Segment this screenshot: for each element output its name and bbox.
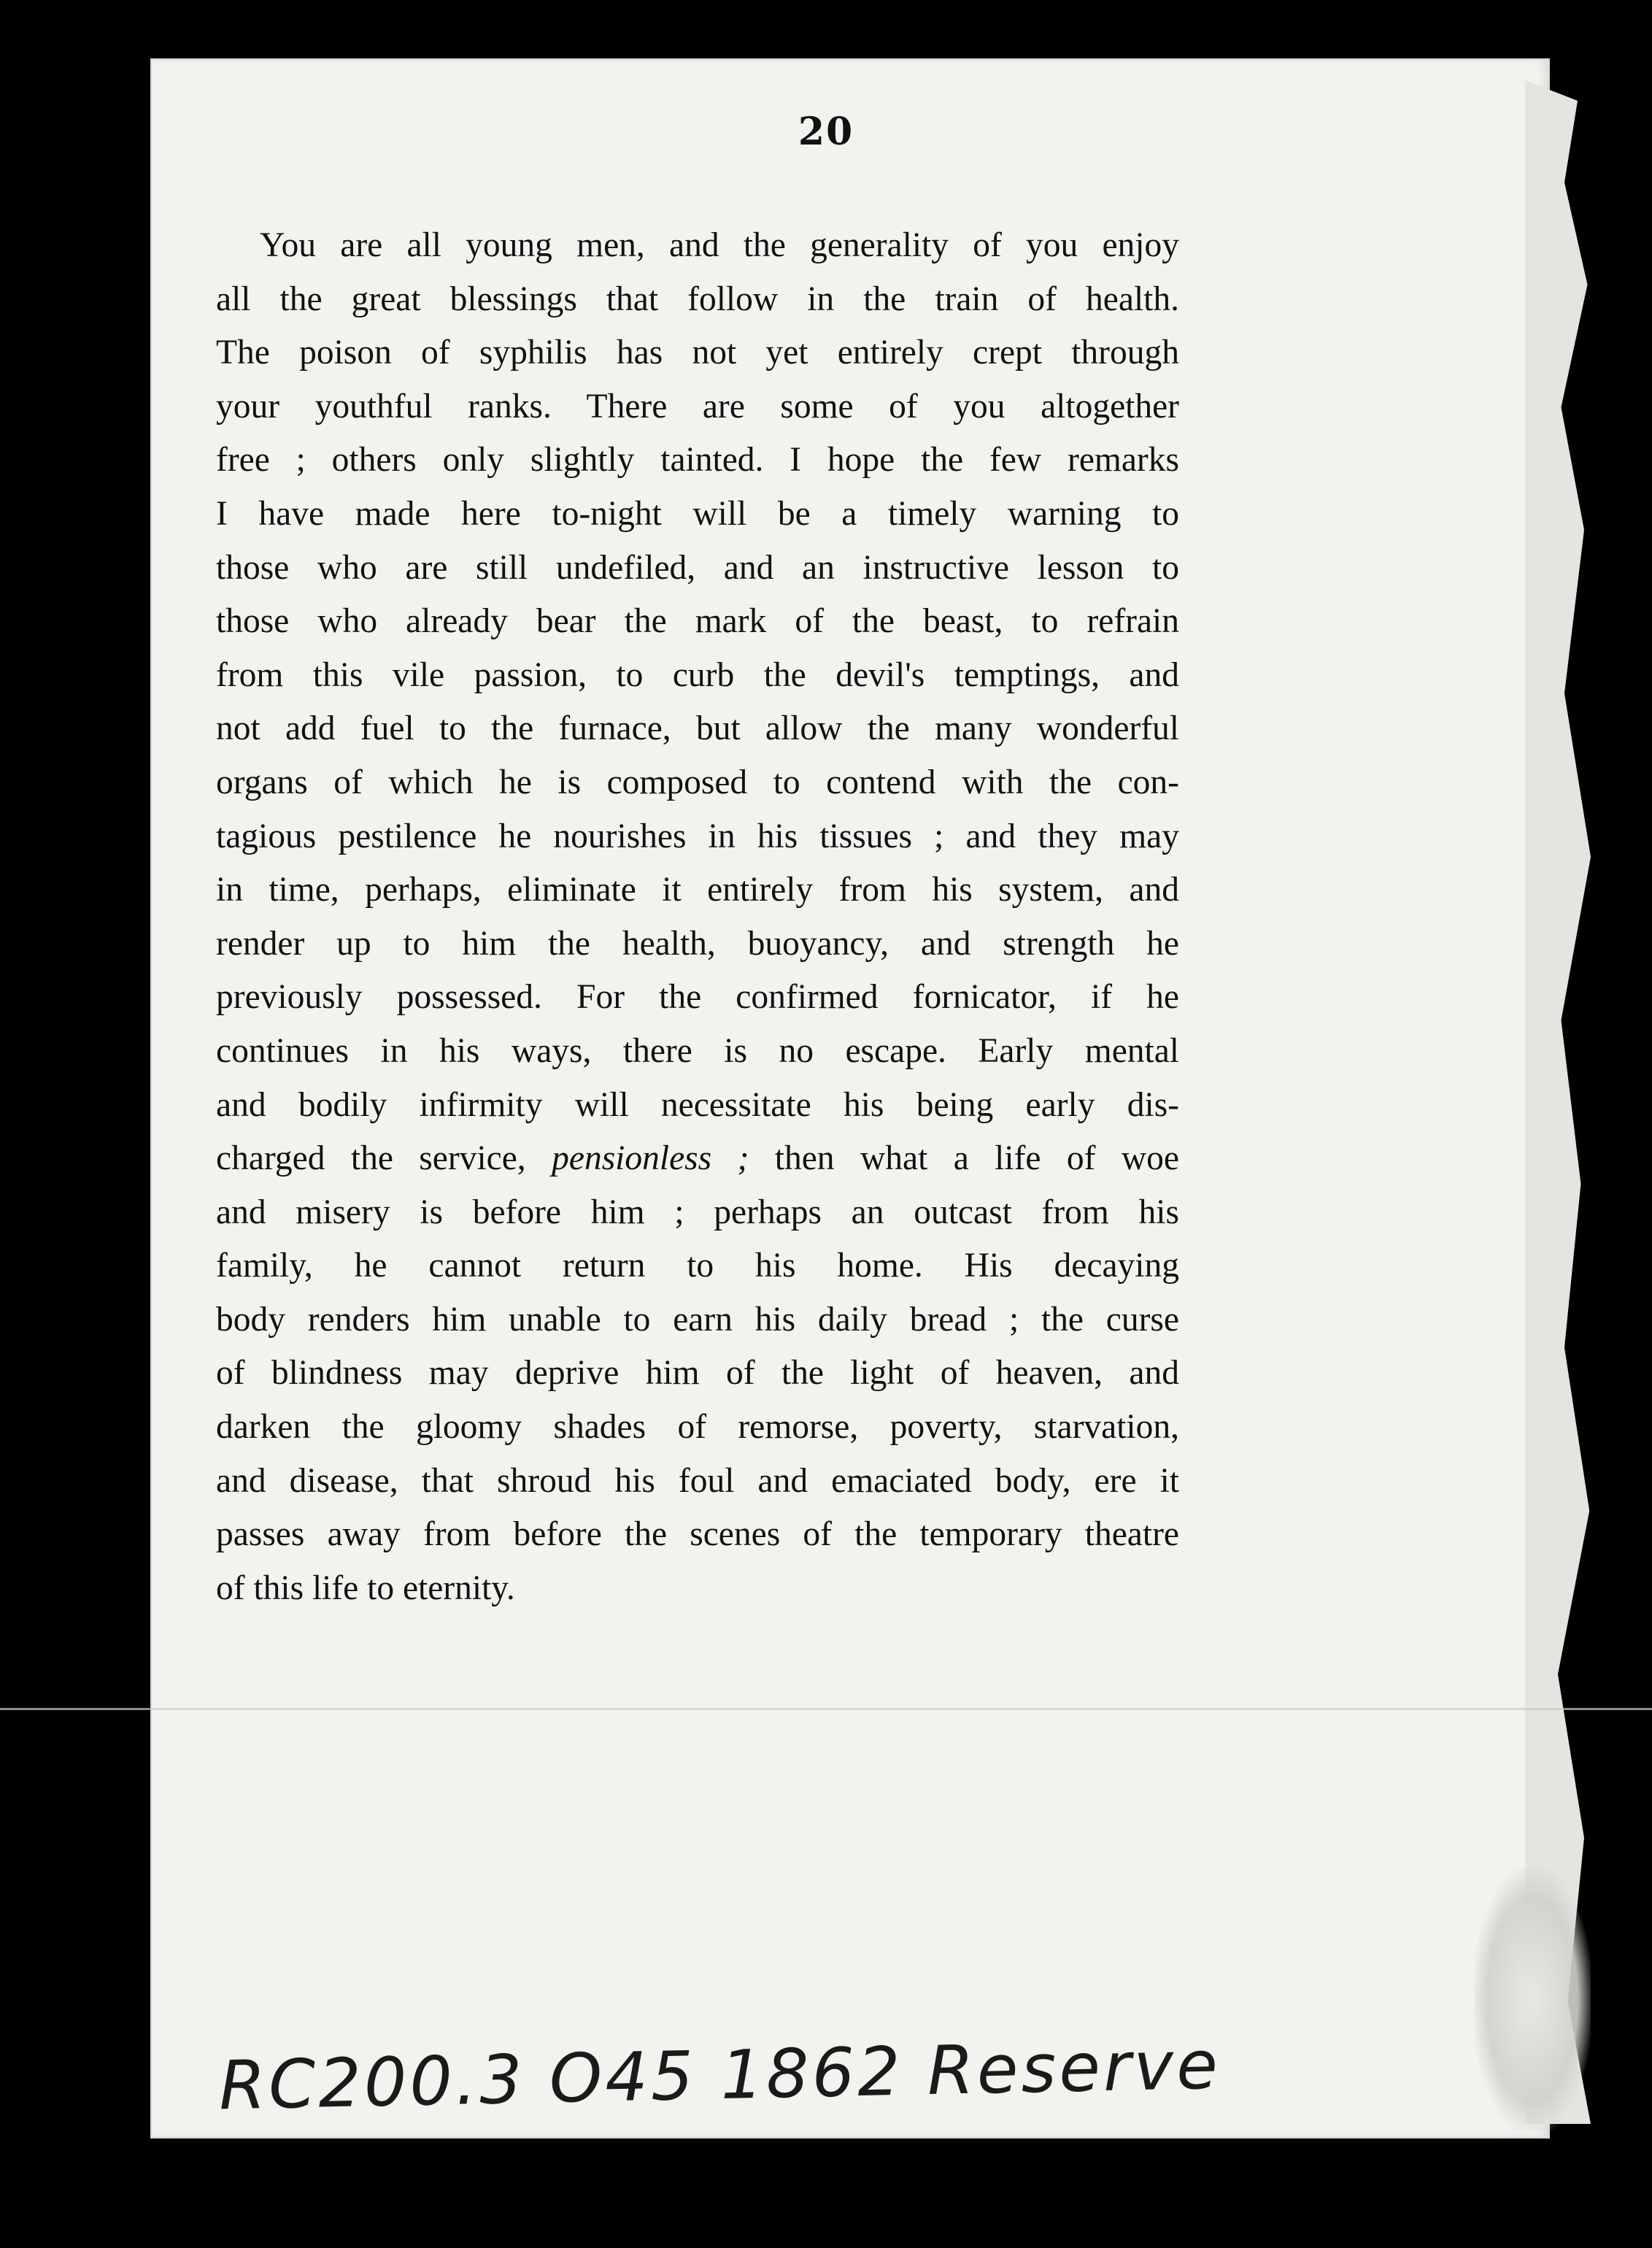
text-line: free ; others only slightly tainted. I hope the few remarks (216, 441, 1179, 480)
text-line: and disease, that shroud his foul and emaciated body, ere it (216, 1461, 1179, 1500)
page-torn-edge (1525, 80, 1591, 2124)
page-corner-stain (1474, 1868, 1591, 2131)
text-line: not add fuel to the furnace, but allow the many wonderful (216, 709, 1179, 748)
text-line: those who already bear the mark of the beast, to refrain (216, 602, 1179, 641)
scan-artifact-line (0, 1708, 1652, 1710)
text-line: your youthful ranks. There are some of you altogether (216, 387, 1179, 426)
text-line: I have made here to-night will be a timely warning to (216, 494, 1179, 533)
text-segment: then what a life of woe (749, 1139, 1179, 1178)
text-line: organs of which he is composed to contend with the con- (216, 763, 1179, 801)
bleed-through-text (336, 1679, 1357, 1717)
text-segment: charged the service, (216, 1139, 526, 1178)
page-number: 20 (798, 109, 854, 154)
text-line: family, he cannot return to his home. His decaying (216, 1247, 1179, 1285)
text-line: passes away from before the scenes of the temporary theatre (216, 1515, 1179, 1554)
text-line: and misery is before him ; perhaps an outcast from his (216, 1193, 1179, 1231)
text-line: darken the gloomy shades of remorse, poverty, starvation, (216, 1408, 1179, 1447)
text-line: previously possessed. For the confirmed fornicator, if he (216, 978, 1179, 1017)
bleed-line (336, 1679, 1357, 1717)
text-line: render up to him the health, buoyancy, and strength he (216, 924, 1179, 963)
text-line: tagious pestilence he nourishes in his tissues ; and they may (216, 817, 1179, 855)
text-line: continues in his ways, there is no escape. Early mental (216, 1031, 1179, 1070)
text-line-with-italic (216, 1132, 1179, 1186)
text-line: The poison of syphilis has not yet entirely crept through (216, 334, 1179, 372)
text-line: of this life to eternity. (216, 1568, 515, 1607)
italic-word: pensionless ; (552, 1139, 749, 1178)
text-line: from this vile passion, to curb the devil's temptings, and (216, 655, 1179, 694)
text-line: in time, perhaps, eliminate it entirely from his system, and (216, 871, 1179, 909)
handwritten-call-number: RC200.3 O45 1862 Reserve (218, 2025, 1221, 2125)
text-line: and bodily infirmity will necessitate his being early dis- (216, 1085, 1179, 1124)
body-paragraph (216, 219, 1179, 1615)
text-line: You are all young men, and the generality of you enjoy (260, 226, 1179, 264)
text-line: of blindness may deprive him of the light of heaven, and (216, 1354, 1179, 1393)
text-line: body renders him unable to earn his daily bread ; the curse (216, 1300, 1179, 1339)
text-line: all the great blessings that follow in the train of health. (216, 280, 1179, 318)
text-line: those who are still undefiled, and an instructive lesson to (216, 548, 1179, 587)
